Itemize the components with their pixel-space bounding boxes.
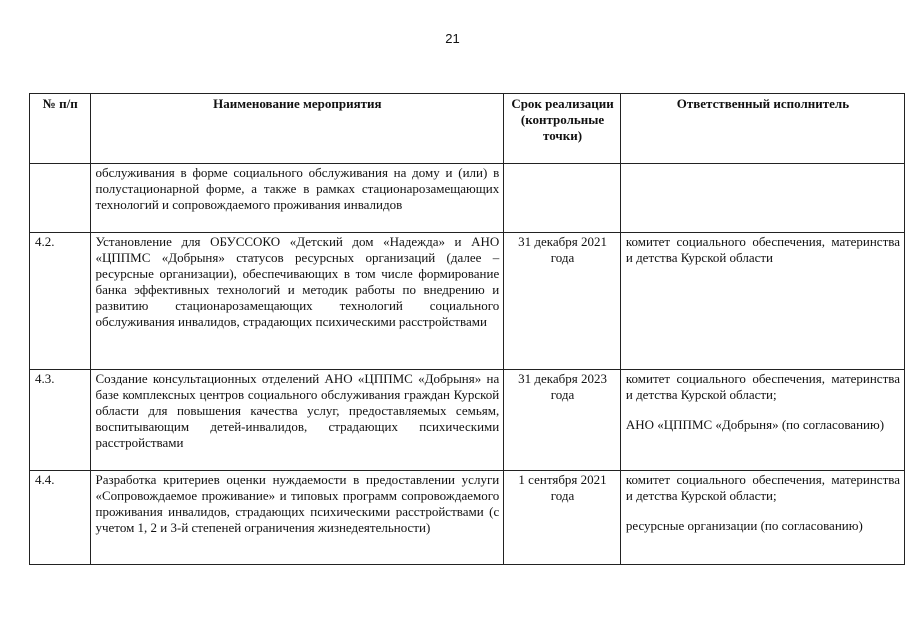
row-term: 31 декабря 2023 года xyxy=(504,370,621,471)
responsible-line: ресурсные организации (по согласованию) xyxy=(625,518,863,533)
header-name: Наименование мероприятия xyxy=(90,94,504,164)
row-num: 4.2. xyxy=(30,233,91,370)
header-term: Срок реализации (контрольные точки) xyxy=(504,94,621,164)
row-responsible xyxy=(620,471,904,565)
row-num: 4.4. xyxy=(30,471,91,565)
table-row xyxy=(30,471,905,565)
row-name: обслуживания в форме социального обслуживания на дому и (или) в полустационарной форме, а также в рамках стационарозамещающих технологий и сопровождаемого проживания инвалидов xyxy=(90,164,504,233)
row-num xyxy=(30,164,91,233)
page-number: 21 xyxy=(445,31,460,46)
row-name: Создание консультационных отделений АНО «ЦППМС «Добрыня» на базе комплексных центров социального обслуживания граждан Курской области для повышения качества услуг, предоставляемых семьям, воспитывающим детей-инвалидов, страдающих психическими расстройствами xyxy=(90,370,504,471)
row-name: Разработка критериев оценки нуждаемости в предоставлении услуги «Сопровождаемое проживание» и типовых программ сопровождаемого проживания инвалидов, страдающих психическими расстройствами (с учетом 1, 2 и 3-й степеней ограничения жизнедеятельности) xyxy=(90,471,504,565)
row-responsible xyxy=(620,370,904,471)
row-responsible xyxy=(620,233,904,370)
row-responsible xyxy=(620,164,904,233)
table-header-row xyxy=(30,94,905,164)
header-num: № п/п xyxy=(30,94,91,164)
responsible-line: комитет социального обеспечения, материнства и детства Курской области; xyxy=(625,371,900,402)
table-row xyxy=(30,370,905,471)
row-name: Установление для ОБУССОКО «Детский дом «Надежда» и АНО «ЦППМС «Добрыня» статусов ресурсных организаций (далее – ресурсные организации), обеспечивающих в том числе формирование банка эффективных технологий и методик работы по внедрению и развитию стационарозамещающих технологий социального обслуживания инвалидов, страдающих психическими расстройствами xyxy=(90,233,504,370)
row-term: 1 сентября 2021 года xyxy=(504,471,621,565)
table-row xyxy=(30,233,905,370)
responsible-line: комитет социального обеспечения, материнства и детства Курской области; xyxy=(625,472,900,503)
responsible-line: АНО «ЦППМС «Добрыня» (по согласованию) xyxy=(625,417,885,432)
row-num: 4.3. xyxy=(30,370,91,471)
header-responsible: Ответственный исполнитель xyxy=(620,94,904,164)
row-term xyxy=(504,164,621,233)
responsible-line: комитет социального обеспечения, материнства и детства Курской области xyxy=(625,234,900,265)
measures-table xyxy=(29,93,905,565)
row-term: 31 декабря 2021 года xyxy=(504,233,621,370)
table-row xyxy=(30,164,905,233)
